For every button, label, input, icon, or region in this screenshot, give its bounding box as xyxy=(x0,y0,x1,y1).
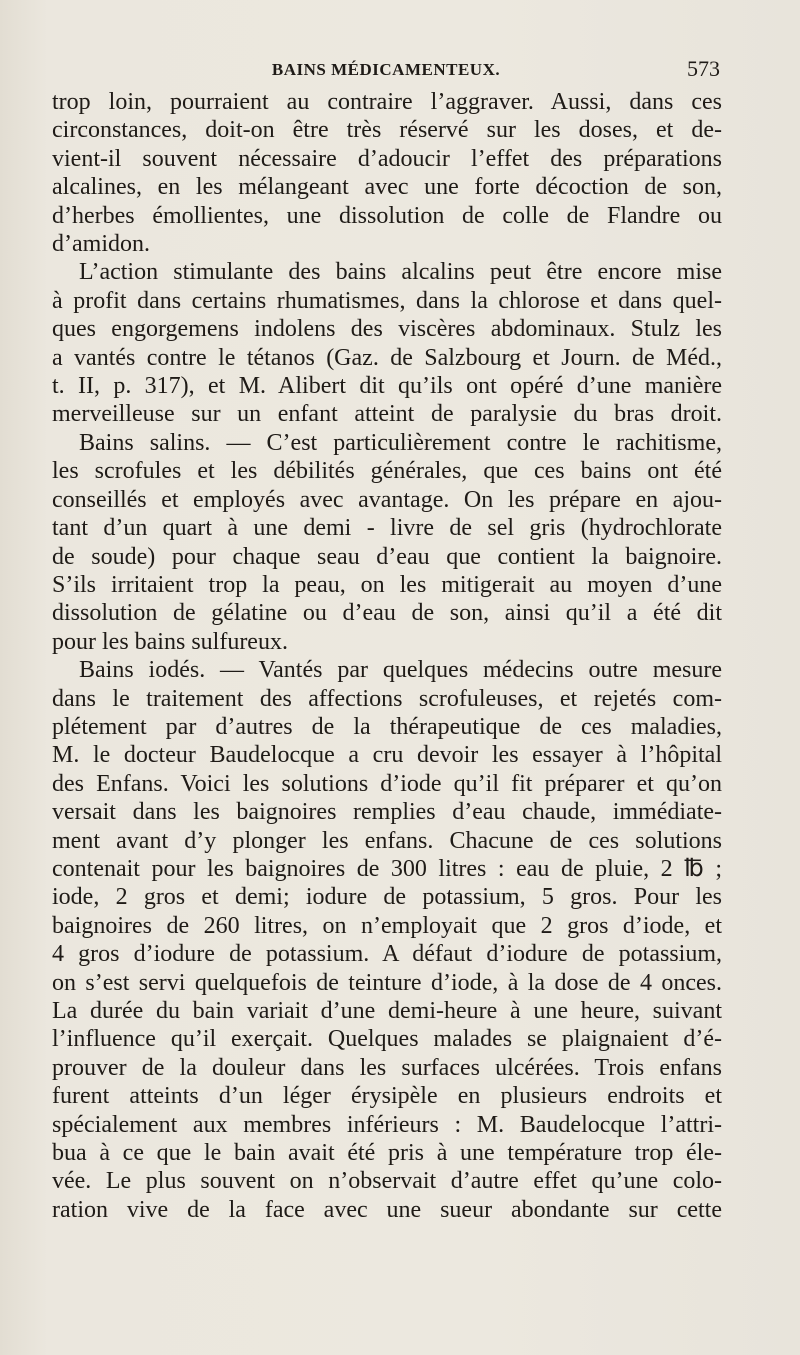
text-line: de soude) pour chaque seau d’eau que contient la baignoire. xyxy=(52,543,722,570)
text-line: prouver de la douleur dans les surfaces ulcérées. Trois enfans xyxy=(52,1054,722,1081)
text-line: baignoires de 260 litres, on n’employait que 2 gros d’iode, et xyxy=(52,912,722,939)
text-line: plétement par d’autres de la thérapeutique de ces maladies, xyxy=(52,713,722,740)
text-line: a vantés contre le tétanos (Gaz. de Salzbourg et Journ. de Méd., xyxy=(52,344,722,371)
text-line: d’amidon. xyxy=(52,231,150,258)
running-title: BAINS MÉDICAMENTEUX. xyxy=(271,60,501,79)
text-line: circonstances, doit-on être très réservé sur les doses, et de- xyxy=(52,117,722,144)
text-line: Bains salins. — C’est particulièrement contre le rachitisme, xyxy=(79,429,722,456)
text-line: les scrofules et les débilités générales, que ces bains ont été xyxy=(52,458,722,485)
text-line: d’herbes émollientes, une dissolution de colle de Flandre ou xyxy=(52,202,722,229)
paragraph-1 xyxy=(52,88,722,258)
text-line: merveilleuse sur un enfant atteint de paralysie du bras droit. xyxy=(52,401,722,428)
body-text xyxy=(52,88,722,1224)
text-line: L’action stimulante des bains alcalins peut être encore mise xyxy=(79,259,722,286)
text-line: dans le traitement des affections scrofuleuses, et rejetés com- xyxy=(52,685,722,712)
text-line: conseillés et employés avec avantage. On les prépare en ajou- xyxy=(52,486,722,513)
page-header xyxy=(52,56,720,86)
text-line: pour les bains sulfureux. xyxy=(52,628,288,655)
text-line: tant d’un quart à une demi - livre de sel gris (hydrochlorate xyxy=(52,515,722,542)
text-line: contenait pour les baignoires de 300 litres : eau de pluie, 2 ℔ ; xyxy=(52,855,722,882)
text-line: vient-il souvent nécessaire d’adoucir l’effet des préparations xyxy=(52,145,722,172)
text-line: t. II, p. 317), et M. Alibert dit qu’ils ont opéré d’une manière xyxy=(52,373,722,400)
text-line: ration vive de la face avec une sueur abondante sur cette xyxy=(52,1196,722,1223)
text-line: M. le docteur Baudelocque a cru devoir les essayer à l’hôpital xyxy=(52,742,722,769)
text-line: S’ils irritaient trop la peau, on les mitigerait au moyen d’une xyxy=(52,571,722,598)
text-line: Bains iodés. — Vantés par quelques médecins outre mesure xyxy=(79,657,722,684)
paragraph-2 xyxy=(52,258,722,428)
text-line: trop loin, pourraient au contraire l’aggraver. Aussi, dans ces xyxy=(52,89,722,115)
text-line: La durée du bain variait d’une demi-heure à une heure, suivant xyxy=(52,998,722,1024)
text-line: furent atteints d’un léger érysipèle en plusieurs endroits et xyxy=(52,1083,722,1110)
text-line: bua à ce que le bain avait été pris à une température trop éle- xyxy=(52,1140,722,1167)
text-line: à profit dans certains rhumatismes, dans la chlorose et dans quel- xyxy=(52,287,722,314)
text-line: ques engorgemens indolens des viscères abdominaux. Stulz les xyxy=(52,316,722,343)
paragraph-4 xyxy=(52,656,722,1224)
text-line: l’influence qu’il exerçait. Quelques malades se plaignaient d’é- xyxy=(52,1026,722,1053)
text-line: spécialement aux membres inférieurs : M. Baudelocque l’attri- xyxy=(52,1111,722,1138)
text-line: dissolution de gélatine ou d’eau de son, ainsi qu’il a été dit xyxy=(52,600,722,627)
paragraph-3 xyxy=(52,429,722,656)
text-line: on s’est servi quelquefois de teinture d’iode, à la dose de 4 onces. xyxy=(52,969,722,996)
text-line: vée. Le plus souvent on n’observait d’autre effet qu’une colo- xyxy=(52,1168,722,1195)
page-number: 573 xyxy=(687,56,720,81)
text-line: versait dans les baignoires remplies d’eau chaude, immédiate- xyxy=(52,799,722,826)
text-line: alcalines, en les mélangeant avec une forte décoction de son, xyxy=(52,174,722,201)
text-line: 4 gros d’iodure de potassium. A défaut d’iodure de potassium, xyxy=(52,941,722,968)
text-line: iode, 2 gros et demi; iodure de potassium, 5 gros. Pour les xyxy=(52,884,722,911)
text-line: des Enfans. Voici les solutions d’iode qu’il fit préparer et qu’on xyxy=(52,770,722,797)
text-line: ment avant d’y plonger les enfans. Chacune de ces solutions xyxy=(52,827,722,854)
